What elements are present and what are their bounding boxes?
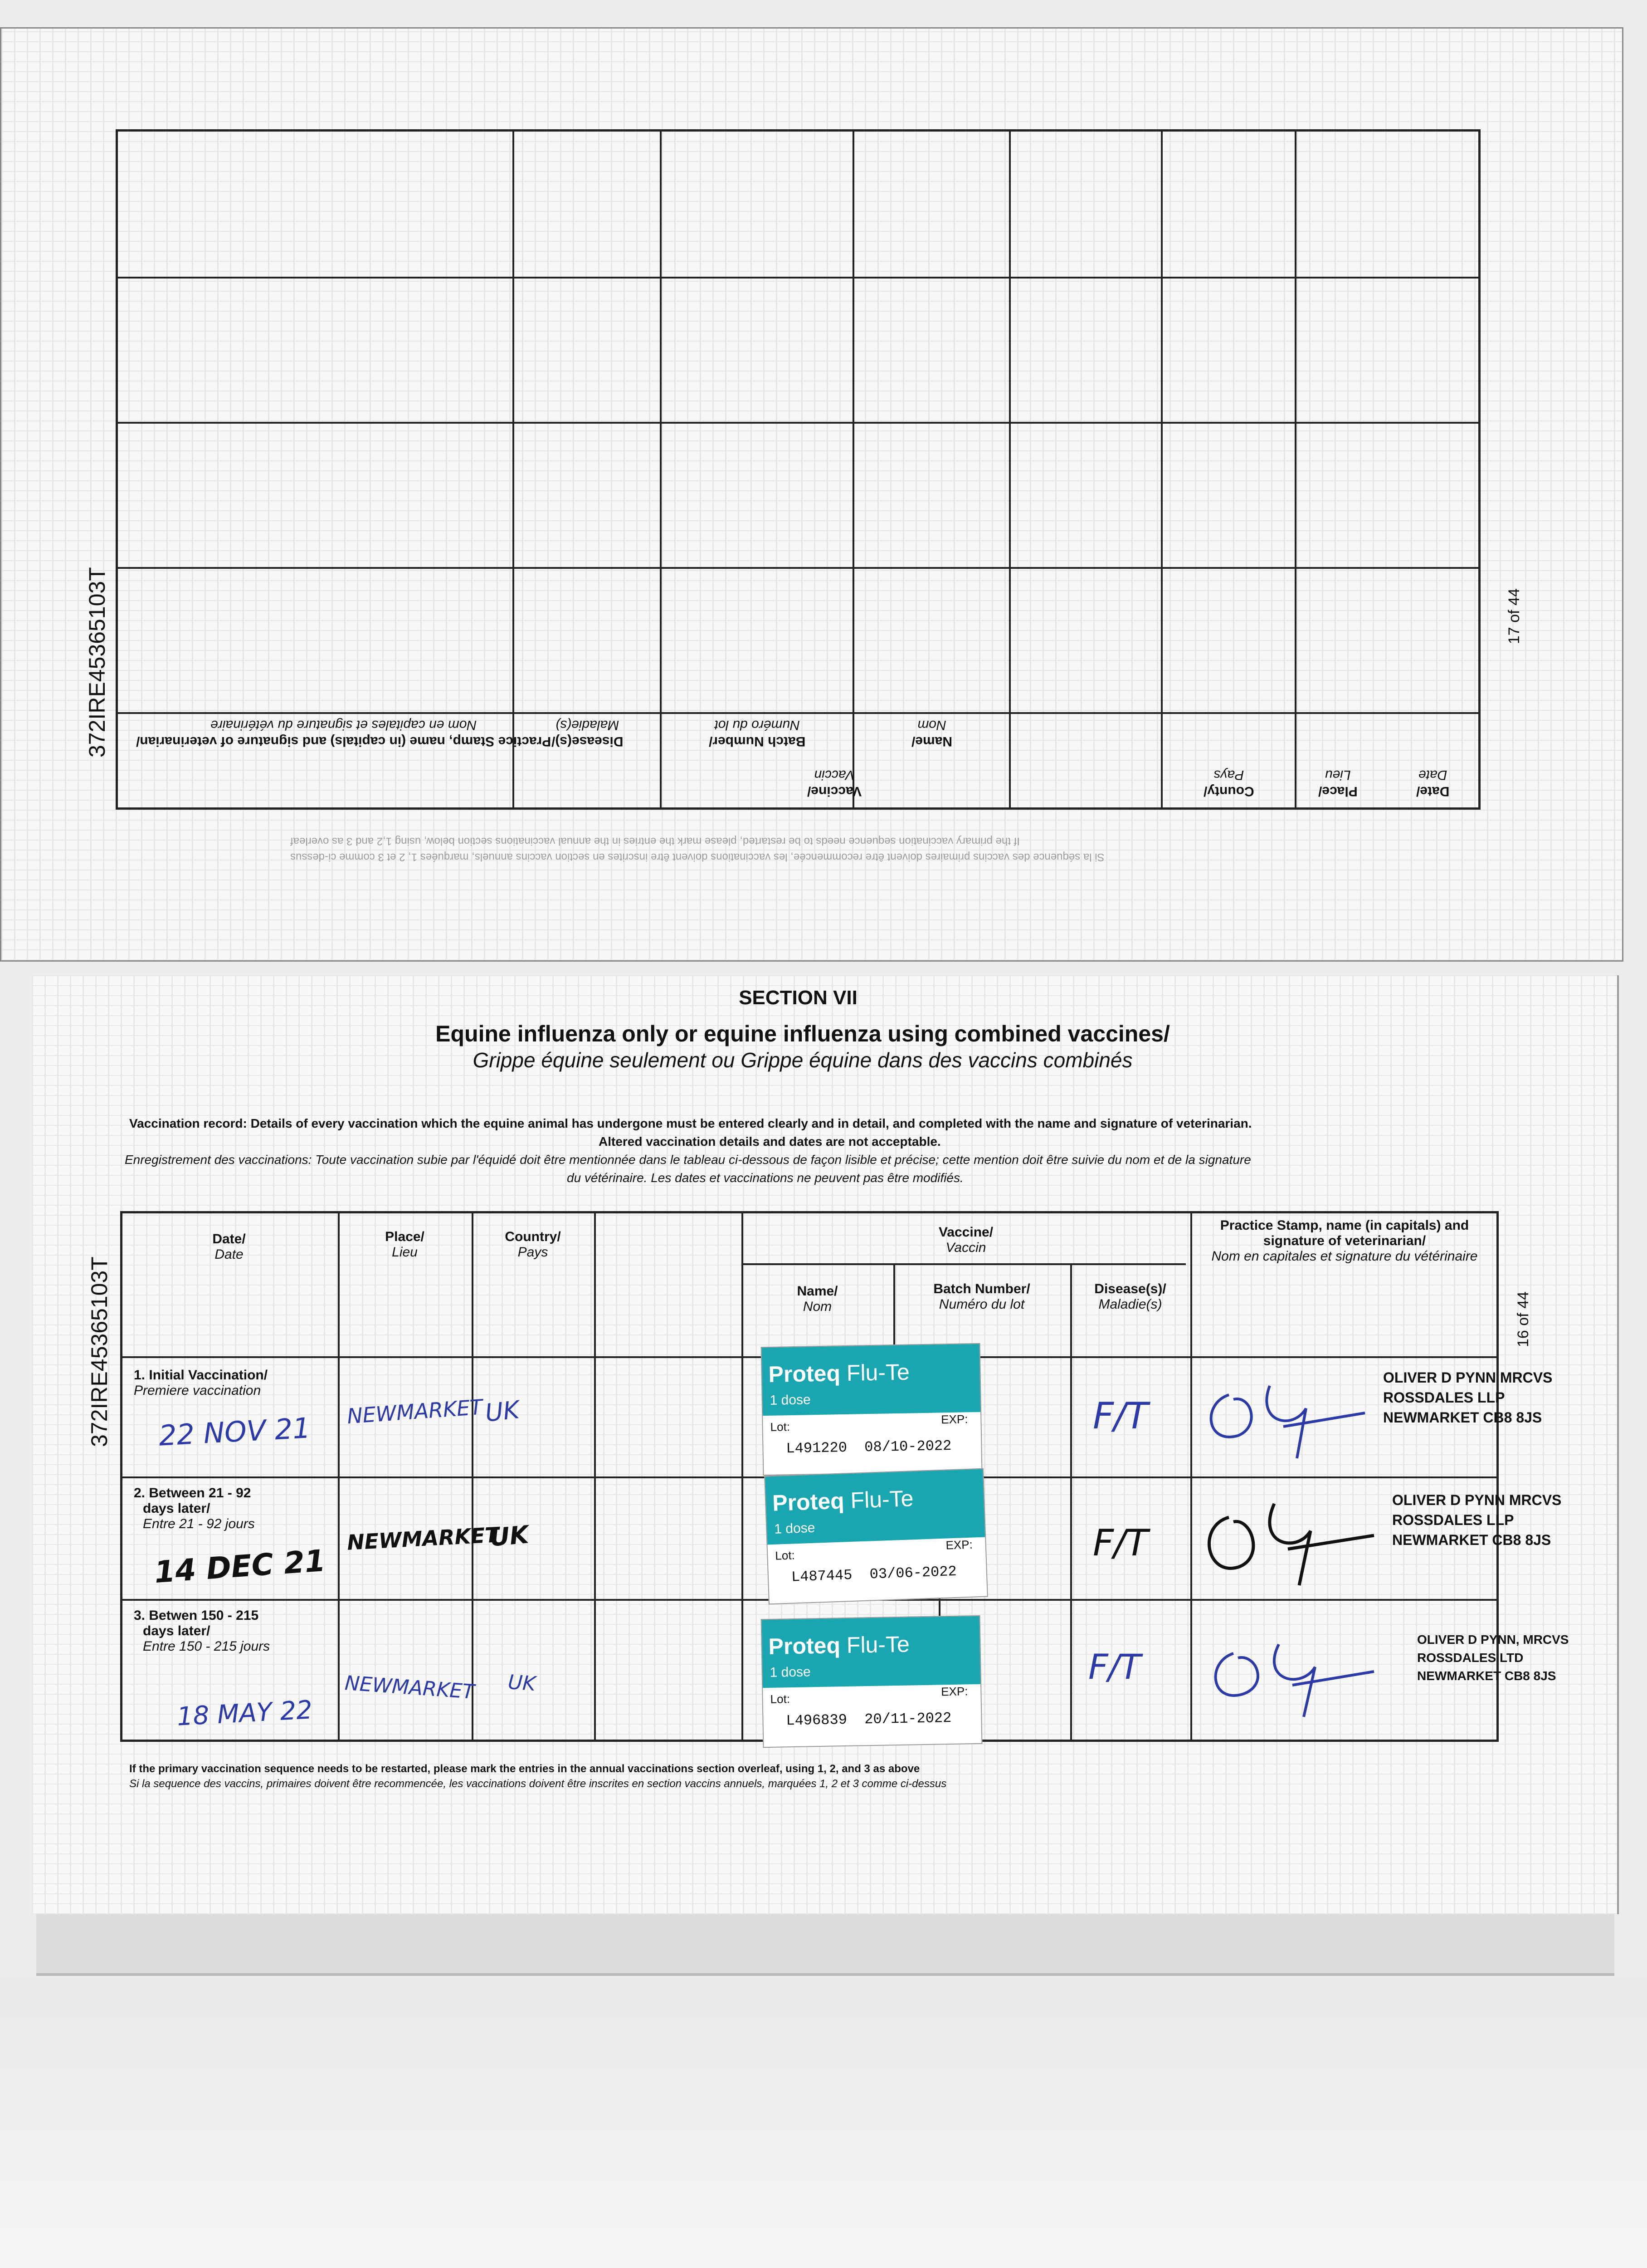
upper-ghost-footnote-2: Si la séquence des vaccins primaires doivent être recommencée, les vaccinations doivent être inscrites en section vaccins annuels, marquées 1, 2 et 3 comme ci-dessus <box>290 851 1105 863</box>
header-place: Place/ Lieu <box>385 1229 424 1260</box>
row1-country: UK <box>483 1395 521 1427</box>
instructions-fr-2: du vétérinaire. Les dates et vaccinations ne peuvent pas être modifiés. <box>567 1171 964 1185</box>
lower-page-number: 16 of 44 <box>1515 1291 1532 1347</box>
lower-horse-id: 372IRE45365103T <box>87 1256 112 1447</box>
row-label-initial: 1. Initial Vaccination/ Premiere vaccination <box>134 1368 268 1398</box>
upper-header-batch: Batch Number/ Numéro du lot <box>709 718 806 749</box>
header-vaccine-name: Name/ Nom <box>797 1284 838 1314</box>
upper-horse-id: 372IRE45365103T <box>84 567 110 758</box>
row3-disease: F/T <box>1088 1647 1141 1687</box>
row2-lot: L487445 03/06-2022 <box>791 1563 957 1586</box>
section-title: SECTION VII <box>739 987 858 1009</box>
row3-lot: L496839 20/11-2022 <box>786 1709 952 1730</box>
page-subtitle: Grippe équine seulement ou Grippe équine dans des vaccins combinés <box>473 1048 1133 1072</box>
upper-header-place: Place/ Lieu <box>1318 767 1358 799</box>
row2-practice-stamp: OLIVER D PYNN MRCVS ROSSDALES LLP NEWMARKET CB8 8JS <box>1392 1492 1562 1548</box>
upper-page-number: 17 of 44 <box>1506 588 1523 644</box>
row1-signature-icon <box>1202 1368 1369 1467</box>
header-vaccine: Vaccine/ Vaccin <box>938 1225 994 1255</box>
header-date: Date/ Date <box>212 1232 246 1262</box>
header-disease: Disease(s)/ Maladie(s) <box>1094 1281 1166 1312</box>
row2-vaccine-sticker: Proteq Flu-Te 1 dose Lot: EXP: L487445 03/06-2022 <box>764 1468 988 1605</box>
page-stack-edge <box>36 1914 1614 1976</box>
scanner-background <box>0 1978 1647 2268</box>
row-label-second: 2. Between 21 - 92 days later/ Entre 21 - 92 jours <box>134 1486 255 1531</box>
row-label-third: 3. Betwen 150 - 215 days later/ Entre 150 - 215 jours <box>134 1608 270 1654</box>
row1-place: NEWMARKET <box>346 1394 483 1429</box>
row2-place: NEWMARKET <box>346 1522 500 1555</box>
row1-disease: F/T <box>1093 1395 1148 1437</box>
page-title: Equine influenza only or equine influenza using combined vaccines/ <box>435 1021 1170 1046</box>
upper-header-disease: Disease(s)/ Maladie(s) <box>551 718 624 749</box>
upper-vaccination-table <box>116 129 1481 810</box>
row1-lot: L491220 08/10-2022 <box>786 1437 952 1457</box>
row1-date: 22 NOV 21 <box>158 1411 312 1452</box>
row3-country: UK <box>507 1670 536 1696</box>
instructions-en-2: Altered vaccination details and dates are not acceptable. <box>599 1134 941 1149</box>
instructions-en-1: Vaccination record: Details of every vaccination which the equine animal has undergone must be entered clearly and in detail, and completed with the name and signature of veterinarian. <box>129 1116 1252 1130</box>
upper-header-vaccine: Vaccine/ Vaccin <box>807 767 862 799</box>
instructions-fr-1: Enregistrement des vaccinations: Toute vaccination subie par l'équidé doit être mentionnée dans le tableau ci-dessous de façon lisible et précise; cette mention doit être suivie du nom et de la signature <box>125 1153 1251 1167</box>
vaccine-brand-label: Proteq Flu-Te <box>768 1359 910 1387</box>
upper-header-name: Name/ Nom <box>911 718 953 749</box>
footnote-fr: Si la sequence des vaccins, primaires doivent être recommencée, les vaccinations doivent être inscrites en section vaccins annuels, marquées 1, 2 et 3 comme ci-dessus <box>129 1778 947 1790</box>
upper-header-date: Date/ Date <box>1416 767 1450 799</box>
upper-header-stamp: Practice Stamp, name (in capitals) and signature of veterinarian/ Nom en capitales et signature du vétérinaire <box>136 718 551 749</box>
upper-header-country: County/ Pays <box>1204 767 1254 799</box>
header-batch-number: Batch Number/ Numéro du lot <box>933 1281 1030 1312</box>
row1-vaccine-sticker: Proteq Flu-Te 1 dose Lot: EXP: L491220 08/10-2022 <box>761 1343 983 1476</box>
row3-place: NEWMARKET <box>344 1672 475 1704</box>
row2-country: UK <box>488 1520 530 1552</box>
row3-vaccine-sticker: Proteq Flu-Te 1 dose Lot: EXP: L496839 20/11-2022 <box>761 1615 983 1748</box>
header-country: Country/ Pays <box>505 1229 561 1260</box>
row2-date: 14 DEC 21 <box>153 1543 327 1590</box>
row3-date: 18 MAY 22 <box>176 1695 313 1732</box>
upper-ghost-footnote-1: If the primary vaccination sequence needs to be restarted, please mark the entries in the annual vaccinations section below, using 1,2 and 3 as overleaf <box>290 835 1020 847</box>
row2-disease: F/T <box>1093 1522 1148 1564</box>
row3-signature-icon <box>1206 1613 1379 1721</box>
row2-signature-icon <box>1197 1486 1379 1590</box>
header-practice-stamp: Practice Stamp, name (in capitals) and signature of veterinarian/ Nom en capitales et signature du vétérinaire <box>1211 1218 1478 1264</box>
row1-practice-stamp: OLIVER D PYNN MRCVS ROSSDALES LLP NEWMARKET CB8 8JS <box>1383 1369 1553 1426</box>
footnote-en: If the primary vaccination sequence needs to be restarted, please mark the entries in the annual vaccinations section overleaf, using 1, 2, and 3 as above <box>129 1763 920 1775</box>
row3-practice-stamp: OLIVER D PYNN, MRCVS ROSSDALES LTD NEWMARKET CB8 8JS <box>1417 1633 1569 1683</box>
